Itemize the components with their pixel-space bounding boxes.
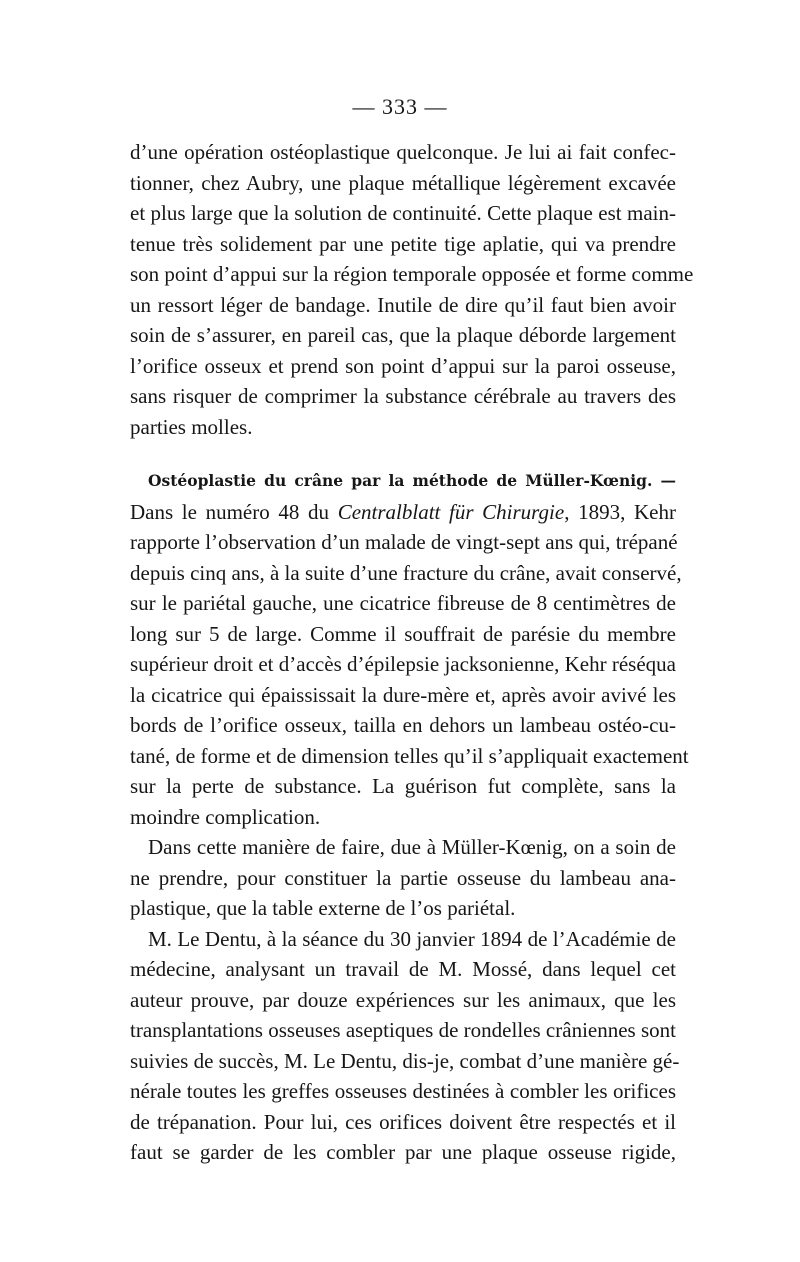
text-line: Dans cette manière de faire, due à Müller-Kœnig, on a soin de: [148, 835, 676, 859]
text-line: tionner, chez Aubry, une plaque métallique légèrement excavée: [130, 170, 676, 195]
text-line: l’orifice osseux et prend son point d’appui sur la paroi osseuse,: [130, 353, 676, 378]
journal-title: Centralblatt für Chirurgie: [337, 499, 565, 524]
text-line: faut se garder de les combler par une plaque osseuse rigide,: [130, 1140, 676, 1164]
text-line: son point d’appui sur la région temporale opposée et forme comme: [130, 262, 694, 286]
text-line: suivies de succès, M. Le Dentu, dis-je, combat d’une manière gé-: [130, 1048, 680, 1073]
text-line: sur le pariétal gauche, une cicatrice fibreuse de 8 centimètres de: [130, 591, 676, 615]
text-line: plastique, que la table externe de l’os pariétal.: [130, 896, 516, 920]
text-run: , 1893, Kehr: [564, 499, 676, 524]
paragraph-continuation: [130, 137, 694, 442]
text-line: auteur prouve, par douze expériences sur les animaux, que les: [130, 987, 676, 1012]
paragraph: [130, 924, 680, 1168]
section-gap: [130, 442, 676, 466]
text-line: un ressort léger de bandage. Inutile de dire qu’il faut bien avoir: [130, 292, 676, 317]
text-line: rapporte l’observation d’un malade de vingt-sept ans qui, trépané: [130, 530, 678, 554]
text-line: nérale toutes les greffes osseuses destinées à combler les orifices: [130, 1079, 676, 1103]
paragraph: [130, 832, 676, 924]
page-number: — 333 —: [352, 94, 448, 119]
text-line: sur la perte de substance. La guérison fut complète, sans la: [130, 774, 676, 798]
section-heading: Ostéoplastie du crâne par la méthode de Müller-Kœnig. —: [148, 471, 676, 490]
text-line: soin de s’assurer, en pareil cas, que la plaque déborde largement: [130, 323, 676, 347]
text-line: transplantations osseuses aseptiques de rondelles crâniennes sont: [130, 1018, 676, 1042]
text-line: parties molles.: [130, 414, 253, 439]
body-text: [130, 137, 694, 1168]
text-line: supérieur droit et d’accès d’épilepsie jacksonienne, Kehr réséqua: [130, 652, 676, 676]
text-line: tané, de forme et de dimension telles qu’il s’appliquait exactement: [130, 743, 689, 768]
text-run: Dans le numéro 48 du: [130, 499, 338, 524]
paragraph: [130, 497, 689, 833]
text-line: la cicatrice qui épaississait la dure-mère et, après avoir avivé les: [130, 682, 676, 707]
text-line: long sur 5 de large. Comme il souffrait de parésie du membre: [130, 621, 676, 646]
text-line: depuis cinq ans, à la suite d’une fracture du crâne, avait conservé,: [130, 560, 682, 585]
text-line: d’une opération ostéoplastique quelconque. Je lui ai fait confec-: [130, 140, 676, 164]
text-line: bords de l’orifice osseux, tailla en dehors un lambeau ostéo-cu-: [130, 713, 676, 737]
text-line: [130, 497, 676, 528]
text-line: de trépanation. Pour lui, ces orifices doivent être respectés et il: [130, 1109, 676, 1134]
text-line: médecine, analysant un travail de M. Mossé, dans lequel cet: [130, 957, 676, 981]
text-line: tenue très solidement par une petite tige aplatie, qui va prendre: [130, 231, 676, 256]
text-line: M. Le Dentu, à la séance du 30 janvier 1894 de l’Académie de: [148, 926, 676, 951]
text-line: et plus large que la solution de continuité. Cette plaque est main-: [130, 201, 676, 225]
text-line: ne prendre, pour constituer la partie osseuse du lambeau ana-: [130, 865, 676, 890]
text-line: moindre complication.: [130, 804, 321, 829]
text-line: sans risquer de comprimer la substance cérébrale au travers des: [130, 384, 676, 408]
